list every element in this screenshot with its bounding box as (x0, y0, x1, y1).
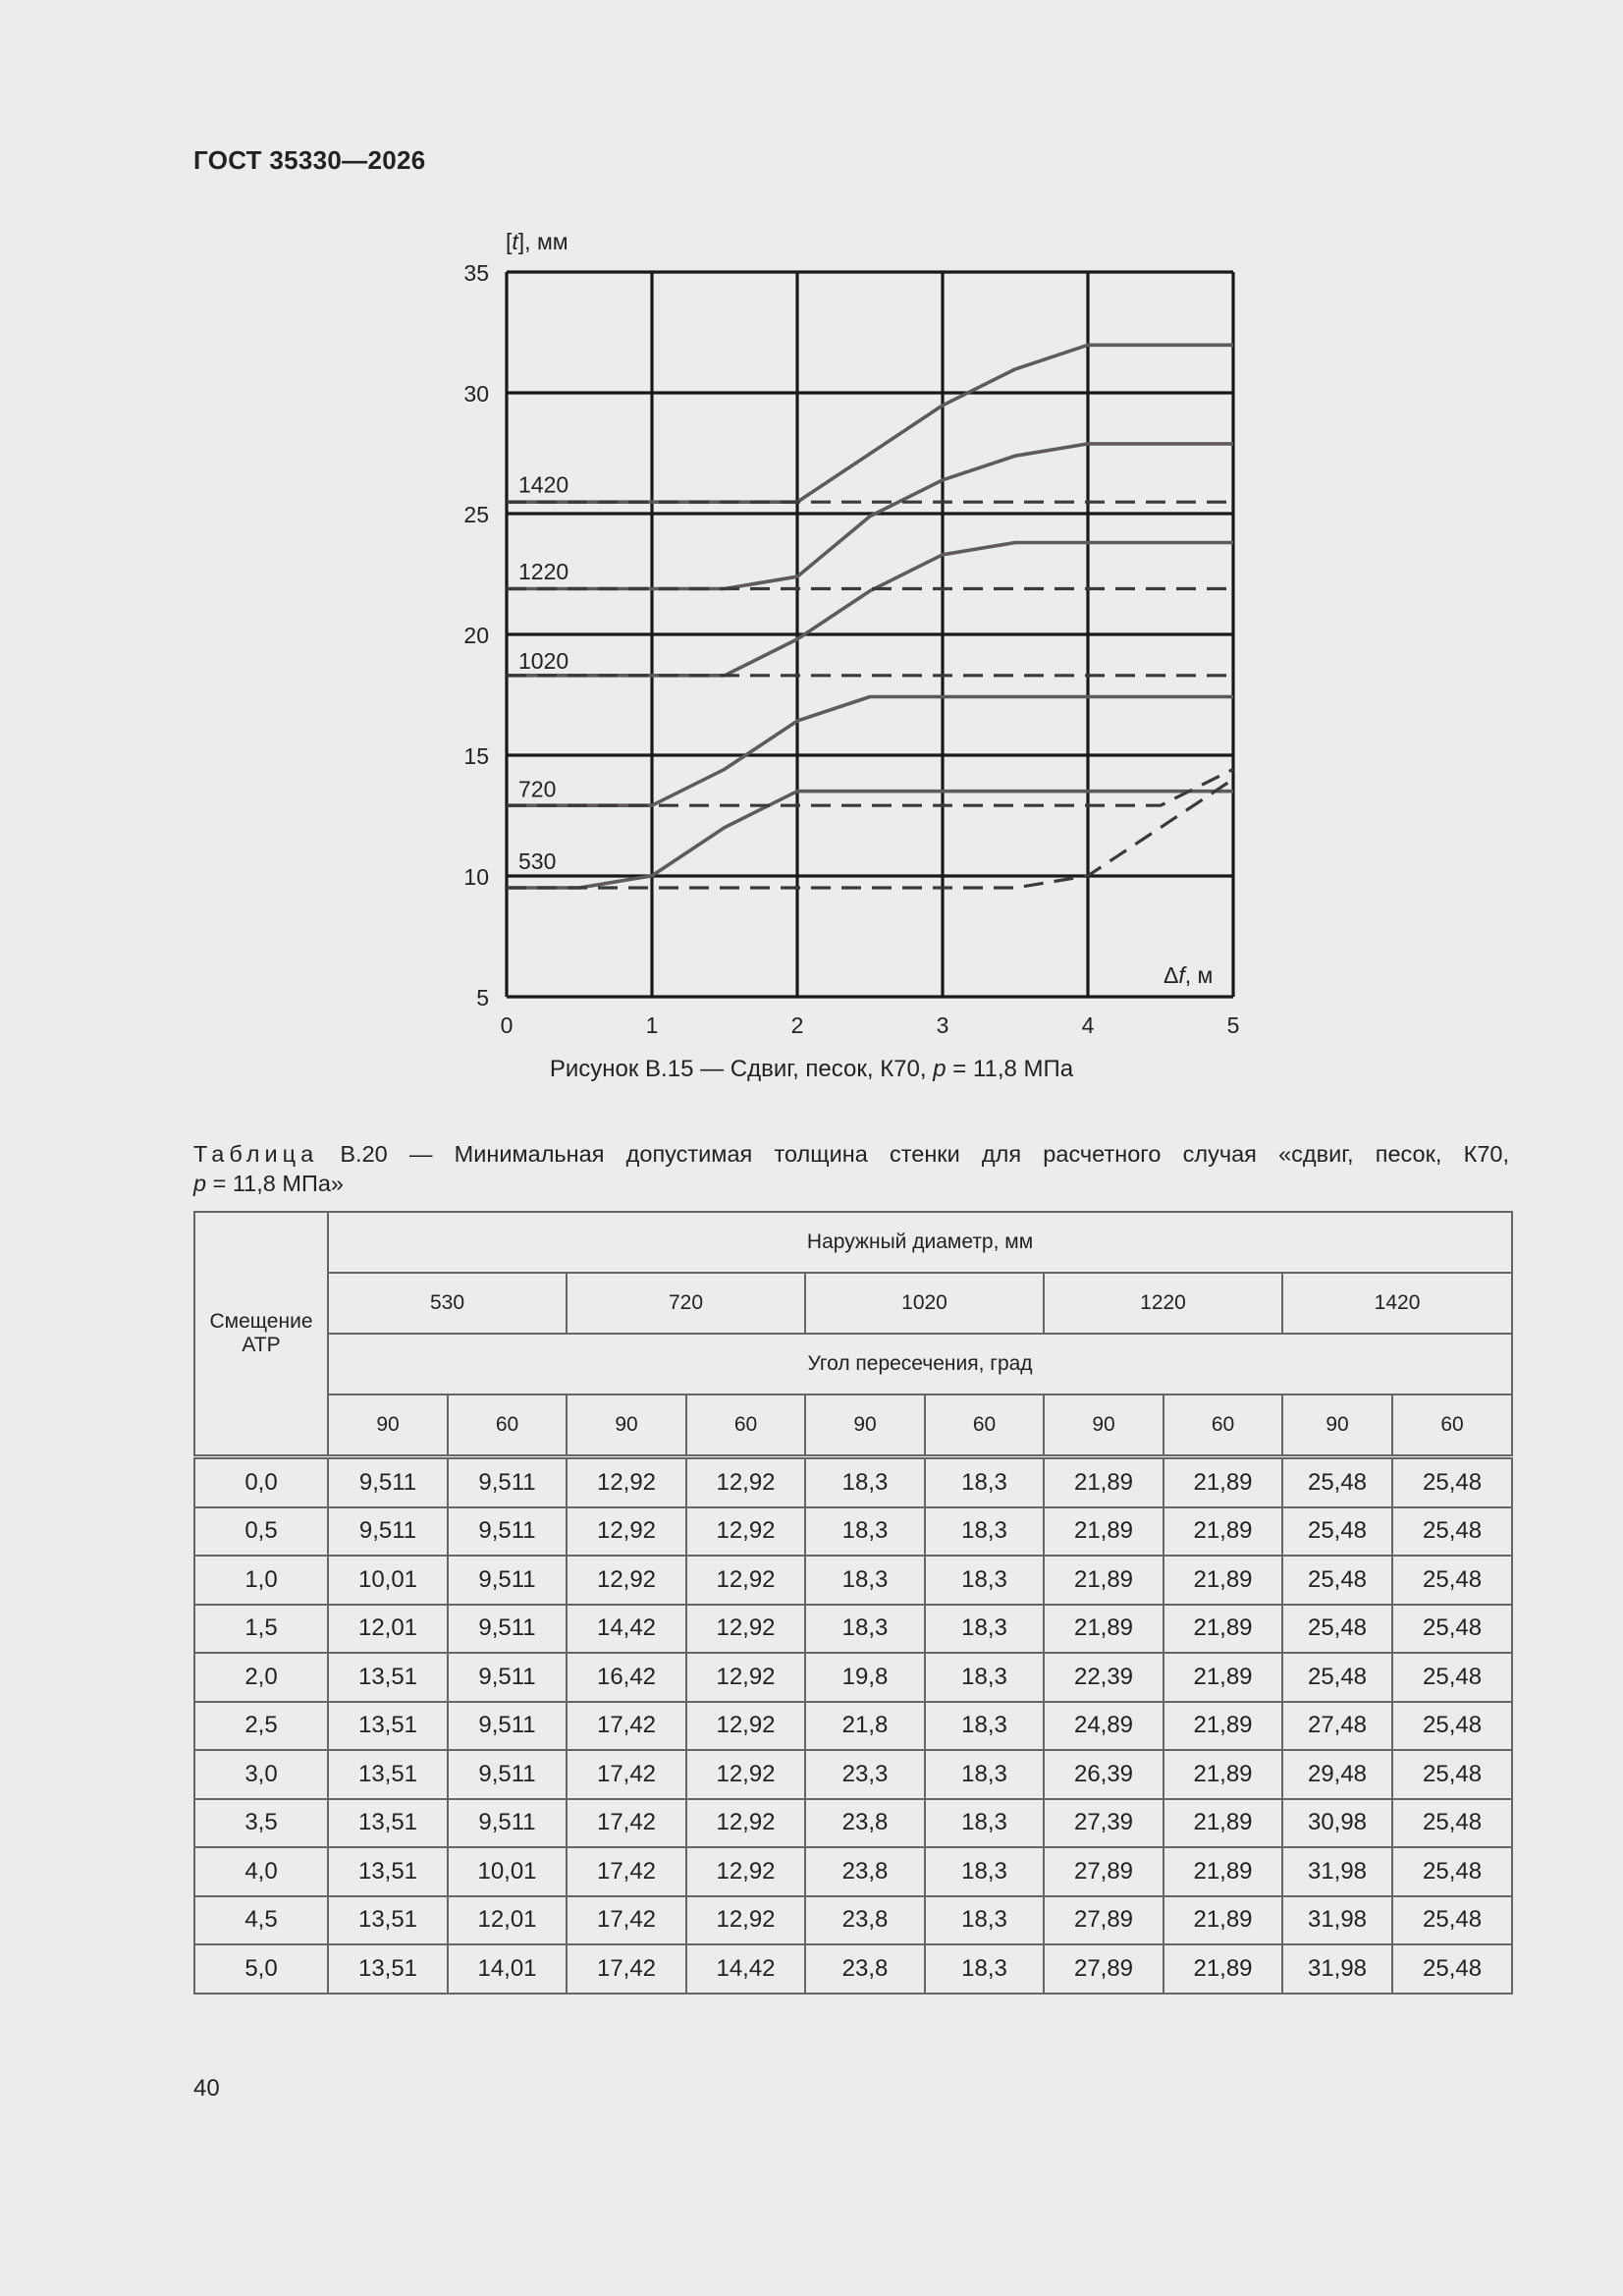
table-title-line2: p = 11,8 МПа» (193, 1171, 344, 1196)
series-line-720-dashed (507, 769, 1233, 805)
thickness-cell: 9,511 (448, 1507, 567, 1557)
table-row (194, 1605, 1512, 1654)
thickness-cell: 9,511 (328, 1457, 448, 1507)
table-row (194, 1750, 1512, 1799)
thickness-cell: 9,511 (328, 1507, 448, 1557)
thickness-cell: 12,92 (567, 1556, 686, 1605)
thickness-cell: 14,42 (567, 1605, 686, 1654)
thickness-cell: 12,01 (448, 1896, 567, 1945)
offset-cell: 2,0 (194, 1653, 328, 1702)
thickness-cell: 18,3 (925, 1556, 1044, 1605)
thickness-cell: 13,51 (328, 1653, 448, 1702)
table-title-line1: Таблица В.20 — Минимальная допустимая толщина стенки для расчетного случая «сдвиг, песок, К70, (193, 1141, 1509, 1167)
thickness-cell: 9,511 (448, 1799, 567, 1848)
thickness-cell: 17,42 (567, 1944, 686, 1994)
thickness-cell: 18,3 (925, 1702, 1044, 1751)
thickness-cell: 23,8 (805, 1944, 925, 1994)
y-axis-label: [t], мм (506, 229, 568, 254)
y-tick-label: 15 (463, 743, 489, 769)
thickness-cell: 12,92 (686, 1507, 805, 1557)
thickness-cell: 22,39 (1044, 1653, 1163, 1702)
angle-header-cell: 90 (805, 1394, 925, 1457)
thickness-cell: 21,89 (1163, 1457, 1282, 1507)
thickness-cell: 27,89 (1044, 1896, 1163, 1945)
thickness-cell: 18,3 (925, 1896, 1044, 1945)
thickness-cell: 25,48 (1282, 1556, 1392, 1605)
angle-header-cell: 60 (925, 1394, 1044, 1457)
thickness-chart (432, 221, 1276, 1046)
x-tick-label: 3 (936, 1012, 949, 1038)
thickness-cell: 9,511 (448, 1702, 567, 1751)
thickness-cell: 18,3 (925, 1750, 1044, 1799)
offset-cell: 1,5 (194, 1605, 328, 1654)
curve-label: 1420 (518, 471, 569, 498)
thickness-cell: 21,89 (1163, 1556, 1282, 1605)
thickness-cell: 21,89 (1163, 1896, 1282, 1945)
thickness-cell: 13,51 (328, 1896, 448, 1945)
thickness-cell: 12,92 (686, 1653, 805, 1702)
thickness-cell: 25,48 (1392, 1507, 1512, 1557)
thickness-cell: 12,92 (686, 1457, 805, 1507)
offset-cell: 4,0 (194, 1847, 328, 1896)
x-tick-label: 0 (500, 1012, 514, 1038)
thickness-cell: 17,42 (567, 1847, 686, 1896)
thickness-cell: 21,89 (1163, 1750, 1282, 1799)
thickness-cell: 25,48 (1282, 1507, 1392, 1557)
thickness-cell: 18,3 (925, 1944, 1044, 1994)
page-number: 40 (193, 2075, 220, 2102)
thickness-cell: 12,92 (686, 1799, 805, 1848)
thickness-cell: 13,51 (328, 1944, 448, 1994)
thickness-cell: 21,89 (1044, 1507, 1163, 1557)
thickness-cell: 25,48 (1392, 1944, 1512, 1994)
table-row (194, 1702, 1512, 1751)
thickness-cell: 27,89 (1044, 1847, 1163, 1896)
x-tick-label: 4 (1081, 1012, 1095, 1038)
thickness-cell: 21,89 (1163, 1944, 1282, 1994)
thickness-cell: 27,89 (1044, 1944, 1163, 1994)
y-tick-label: 35 (463, 260, 489, 286)
thickness-cell: 12,92 (686, 1702, 805, 1751)
thickness-cell: 18,3 (925, 1507, 1044, 1557)
thickness-cell: 12,01 (328, 1605, 448, 1654)
thickness-cell: 25,48 (1392, 1605, 1512, 1654)
thickness-cell: 13,51 (328, 1750, 448, 1799)
offset-cell: 5,0 (194, 1944, 328, 1994)
thickness-cell: 21,89 (1044, 1605, 1163, 1654)
series-line-530-dashed (507, 779, 1233, 888)
thickness-cell: 12,92 (686, 1896, 805, 1945)
offset-cell: 3,0 (194, 1750, 328, 1799)
table-row (194, 1847, 1512, 1896)
outer-diameter-header: Наружный диаметр, мм (328, 1212, 1512, 1273)
thickness-cell: 17,42 (567, 1799, 686, 1848)
thickness-cell: 9,511 (448, 1750, 567, 1799)
diameter-header-cell: 530 (328, 1273, 567, 1334)
thickness-cell: 25,48 (1392, 1896, 1512, 1945)
thickness-cell: 31,98 (1282, 1944, 1392, 1994)
table-row (194, 1944, 1512, 1994)
thickness-cell: 27,48 (1282, 1702, 1392, 1751)
thickness-cell: 26,39 (1044, 1750, 1163, 1799)
curve-label: 1020 (518, 648, 569, 675)
thickness-cell: 13,51 (328, 1702, 448, 1751)
thickness-cell: 18,3 (805, 1507, 925, 1557)
thickness-cell: 18,3 (805, 1605, 925, 1654)
thickness-cell: 25,48 (1392, 1653, 1512, 1702)
y-tick-label: 30 (463, 381, 489, 407)
thickness-cell: 25,48 (1392, 1556, 1512, 1605)
thickness-cell: 21,89 (1163, 1507, 1282, 1557)
thickness-cell: 23,3 (805, 1750, 925, 1799)
series-line-720-solid (507, 697, 1233, 806)
x-tick-label: 1 (645, 1012, 659, 1038)
angle-header: Угол пересечения, град (328, 1334, 1512, 1394)
diameter-header-row (194, 1273, 1512, 1334)
thickness-cell: 21,89 (1044, 1457, 1163, 1507)
angle-header-cell: 90 (1044, 1394, 1163, 1457)
thickness-cell: 25,48 (1392, 1750, 1512, 1799)
angle-header-cell: 60 (448, 1394, 567, 1457)
thickness-cell: 19,8 (805, 1653, 925, 1702)
angle-header-cell: 60 (1163, 1394, 1282, 1457)
thickness-cell: 9,511 (448, 1457, 567, 1507)
thickness-cell: 12,92 (567, 1507, 686, 1557)
thickness-cell: 10,01 (328, 1556, 448, 1605)
thickness-cell: 9,511 (448, 1653, 567, 1702)
thickness-cell: 30,98 (1282, 1799, 1392, 1848)
thickness-cell: 23,8 (805, 1799, 925, 1848)
table-row (194, 1653, 1512, 1702)
x-tick-label: 2 (790, 1012, 804, 1038)
thickness-cell: 21,89 (1163, 1653, 1282, 1702)
y-tick-label: 25 (463, 502, 489, 527)
thickness-cell: 12,92 (686, 1556, 805, 1605)
offset-cell: 2,5 (194, 1702, 328, 1751)
thickness-table (193, 1211, 1513, 1995)
row-header-cell: Смещение АТР (194, 1212, 328, 1457)
thickness-cell: 21,89 (1163, 1605, 1282, 1654)
diameter-header-cell: 1420 (1282, 1273, 1512, 1334)
diameter-header-cell: 720 (567, 1273, 805, 1334)
angle-header-cell: 60 (1392, 1394, 1512, 1457)
thickness-cell: 12,92 (686, 1847, 805, 1896)
x-axis-label: Δf, м (1163, 962, 1214, 988)
thickness-cell: 25,48 (1392, 1457, 1512, 1507)
angle-header-row (194, 1394, 1512, 1457)
thickness-cell: 25,48 (1282, 1605, 1392, 1654)
curve-label: 720 (518, 776, 557, 802)
diameter-header-cell: 1220 (1044, 1273, 1282, 1334)
thickness-cell: 18,3 (925, 1457, 1044, 1507)
table-row (194, 1556, 1512, 1605)
thickness-cell: 9,511 (448, 1605, 567, 1654)
thickness-cell: 18,3 (805, 1556, 925, 1605)
table-row (194, 1799, 1512, 1848)
y-tick-label: 5 (476, 985, 489, 1011)
thickness-cell: 25,48 (1392, 1799, 1512, 1848)
thickness-cell: 17,42 (567, 1750, 686, 1799)
curve-label: 530 (518, 848, 557, 875)
thickness-cell: 16,42 (567, 1653, 686, 1702)
thickness-cell: 21,8 (805, 1702, 925, 1751)
thickness-cell: 25,48 (1392, 1702, 1512, 1751)
thickness-cell: 10,01 (448, 1847, 567, 1896)
x-tick-label: 5 (1226, 1012, 1240, 1038)
angle-header-cell: 90 (328, 1394, 448, 1457)
angle-header-cell: 60 (686, 1394, 805, 1457)
thickness-cell: 9,511 (448, 1556, 567, 1605)
thickness-cell: 18,3 (805, 1457, 925, 1507)
figure-caption: Рисунок В.15 — Сдвиг, песок, К70, p = 11,8 МПа (549, 1056, 1074, 1082)
thickness-cell: 25,48 (1282, 1457, 1392, 1507)
y-tick-label: 20 (463, 623, 489, 648)
thickness-cell: 18,3 (925, 1605, 1044, 1654)
series-line-1220-solid (507, 444, 1233, 589)
offset-cell: 0,0 (194, 1457, 328, 1507)
series-line-1020-solid (507, 543, 1233, 676)
thickness-cell: 27,39 (1044, 1799, 1163, 1848)
thickness-cell: 31,98 (1282, 1847, 1392, 1896)
thickness-cell: 25,48 (1392, 1847, 1512, 1896)
thickness-cell: 21,89 (1044, 1556, 1163, 1605)
thickness-cell: 12,92 (567, 1457, 686, 1507)
table-row (194, 1507, 1512, 1557)
thickness-cell: 12,92 (686, 1605, 805, 1654)
diameter-header-cell: 1020 (805, 1273, 1044, 1334)
thickness-cell: 21,89 (1163, 1847, 1282, 1896)
thickness-cell: 14,01 (448, 1944, 567, 1994)
curve-label: 1220 (518, 559, 569, 585)
thickness-cell: 23,8 (805, 1896, 925, 1945)
thickness-cell: 18,3 (925, 1847, 1044, 1896)
thickness-cell: 31,98 (1282, 1896, 1392, 1945)
thickness-cell: 24,89 (1044, 1702, 1163, 1751)
thickness-cell: 21,89 (1163, 1799, 1282, 1848)
offset-cell: 1,0 (194, 1556, 328, 1605)
document-header: ГОСТ 35330—2026 (193, 145, 426, 175)
angle-header-cell: 90 (1282, 1394, 1392, 1457)
thickness-cell: 13,51 (328, 1799, 448, 1848)
offset-cell: 4,5 (194, 1896, 328, 1945)
thickness-cell: 23,8 (805, 1847, 925, 1896)
thickness-cell: 13,51 (328, 1847, 448, 1896)
thickness-cell: 21,89 (1163, 1702, 1282, 1751)
thickness-cell: 12,92 (686, 1750, 805, 1799)
angle-header-cell: 90 (567, 1394, 686, 1457)
thickness-cell: 18,3 (925, 1799, 1044, 1848)
table-row (194, 1457, 1512, 1507)
offset-cell: 0,5 (194, 1507, 328, 1557)
thickness-cell: 17,42 (567, 1896, 686, 1945)
series-line-1420-solid (507, 345, 1233, 502)
y-tick-label: 10 (463, 864, 489, 890)
thickness-cell: 25,48 (1282, 1653, 1392, 1702)
thickness-cell: 18,3 (925, 1653, 1044, 1702)
thickness-cell: 29,48 (1282, 1750, 1392, 1799)
offset-cell: 3,5 (194, 1799, 328, 1848)
table-row (194, 1896, 1512, 1945)
thickness-cell: 14,42 (686, 1944, 805, 1994)
thickness-cell: 17,42 (567, 1702, 686, 1751)
